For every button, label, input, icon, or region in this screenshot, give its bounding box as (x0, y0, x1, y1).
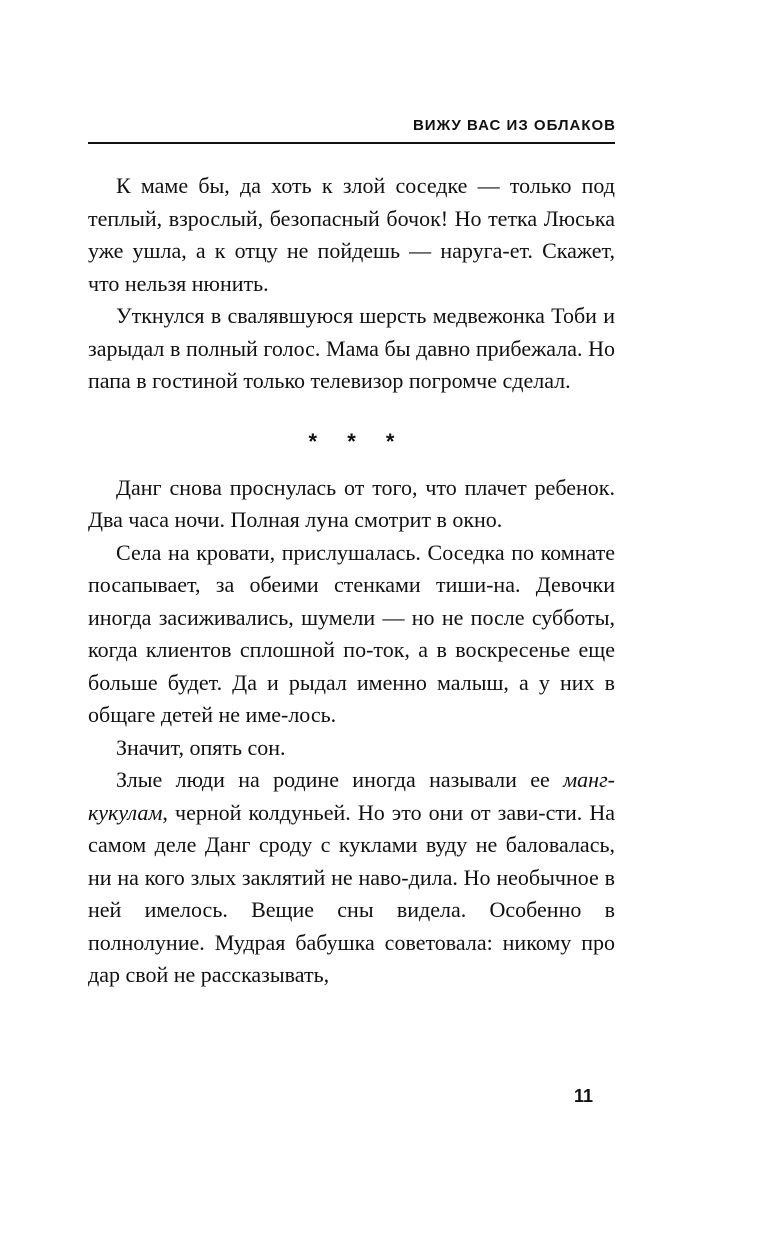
page-body (88, 170, 615, 992)
paragraph-3: Данг снова проснулась от того, что плачет ребенок. Два часа ночи. Полная луна смотрит в окно. (88, 474, 615, 532)
paragraph-6-start: Злые люди на родине иногда называли ее (116, 767, 564, 792)
paragraph-5: Значит, опять сон. (116, 734, 286, 760)
paragraph-1: К маме бы, да хоть к злой соседке — только под теплый, взрослый, безопасный бочок! Но тетка Люська уже ушла, а к отцу не пойдешь — наруга-ет. Скажет, что нельзя нюнить. (88, 173, 615, 296)
paragraph-4: Села на кровати, прислушалась. Соседка по комнате посапывает, за обеими стенками тиши-на. Девочки иногда засиживались, шумели — но не после субботы, когда клиентов сплошной по-ток, а в воскресенье еще больше будет. Да и рыдал именно малыш, а у них в общаге детей не име-лось. (88, 539, 615, 727)
page-number: 11 (573, 1086, 593, 1106)
scene-break: * * * (308, 428, 407, 454)
italic-term: манг-кукулам (88, 767, 615, 825)
paragraph-2: Уткнулся в свалявшуюся шерсть медвежонка Тоби и зарыдал в полный голос. Мама бы давно прибежала. Но папа в гостиной только телевизор погромче сделал. (88, 303, 615, 393)
running-head: ВИЖУ ВАС ИЗ ОБЛАКОВ (412, 117, 616, 134)
header-rule (88, 142, 615, 144)
paragraph-6-rest: , черной колдуньей. Но это они от зави-сти. На самом деле Данг сроду с куклами вуду не баловалась, ни на кого злых заклятий не наво-дила. Но необычное в ней имелось. Вещие сны видела. Особенно в полнолуние. Мудрая бабушка советовала: никому про дар свой не рассказывать, (88, 799, 615, 987)
paragraph-6 (88, 764, 615, 992)
